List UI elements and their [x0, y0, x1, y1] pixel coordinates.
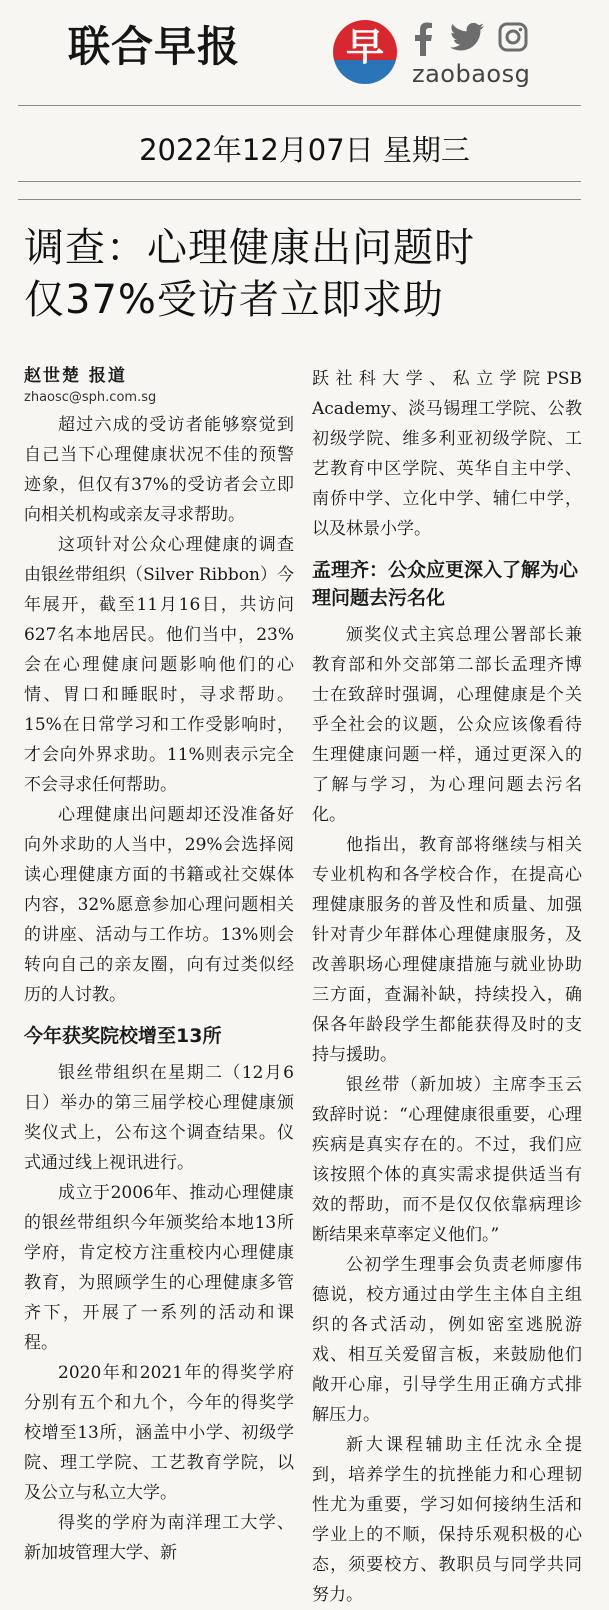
paragraph: 心理健康出问题却还没准备好向外求助的人当中，29%会选择阅读心理健康方面的书籍或社交媒体内容，32%愿意参加心理问题相关的讲座、活动与工作坊。13%则会转向自己的亲友圈，向有过类似经历的人讨教。	[24, 805, 294, 1005]
article-headline	[24, 222, 584, 326]
headline-line-2: 仅37%受访者立即求助	[24, 277, 444, 323]
paragraph: 这项针对公众心理健康的调查由银丝带组织（Silver Ribbon）今年展开，截至11月16日，共访问627名本地居民。他们当中，23%会在心理健康问题影响他们的心情、胃口和睡眠时，寻求帮助。15%在日常学习和工作受影响时，才会向外界求助。11%则表示完全不会寻求任何帮助。	[24, 535, 294, 795]
twitter-icon	[450, 22, 484, 52]
social-handle: zaobaosg	[412, 60, 531, 88]
article-column-right	[312, 364, 582, 1610]
social-icons	[412, 22, 532, 56]
masthead-logo-title: 联合早报	[68, 22, 241, 71]
date-divider	[18, 181, 581, 182]
paragraph: 得奖的学府为南洋理工大学、新加坡管理大学、新	[24, 1513, 294, 1563]
facebook-icon	[412, 22, 434, 56]
paragraph: 公初学生理事会负责老师廖伟德说，校方通过由学生主体自主组织的各式活动，例如密室逃脱游戏、相互关爱留言板，来鼓励他们敞开心扉，引导学生用正确方式排解压力。	[312, 1255, 582, 1425]
logo-glyph: 早	[345, 25, 384, 69]
paragraph-continuation: 跃社科大学、私立学院PSB Academy、淡马锡理工学院、公教初级学院、维多利亚初级学院、工艺教育中区学院、英华自主中学、南侨中学、立化中学、辅仁中学，以及林景小学。	[312, 369, 582, 539]
masthead	[0, 0, 609, 106]
subheading: 孟理齐：公众应更深入了解为心理问题去污名化	[312, 559, 579, 609]
paragraph: 新大课程辅助主任沈永全提到，培养学生的抗挫能力和心理韧性尤为重要，学习如何接纳生活和学业上的不顺，保持乐观积极的心态，须要校方、教职员与同学共同努力。	[312, 1435, 582, 1605]
paragraph: 2020年和2021年的得奖学府分别有五个和九个，今年的得奖学校增至13所，涵盖中小学、初级学院、理工学院、工艺教育学院，以及公立与私立大学。	[24, 1363, 294, 1503]
masthead-divider	[18, 105, 581, 106]
paragraph: 他指出，教育部将继续与相关专业机构和各学校合作，在提高心理健康服务的普及性和质量、加强针对青少年群体心理健康服务，及改善职场心理健康措施与就业协助三方面，查漏补缺，持续投入，确保各年龄段学生都能获得及时的支持与援助。	[312, 835, 582, 1065]
zaobao-logo-icon	[333, 20, 397, 84]
author-email: zhaosc@sph.com.sg	[24, 390, 157, 405]
date-line: 2022年12月07日 星期三	[139, 133, 470, 167]
paragraph: 成立于2006年、推动心理健康的银丝带组织今年颁奖给本地13所学府，肯定校方注重校内心理健康教育，为照顾学生的心理健康多管齐下，开展了一系列的活动和课程。	[24, 1183, 294, 1353]
paragraph: 颁奖仪式主宾总理公署部长兼教育部和外交部第二部长孟理齐博士在致辞时强调，心理健康是个关乎全社会的议题，公众应该像看待生理健康问题一样，通过更深入的了解与学习，为心理问题去污名化。	[312, 625, 582, 825]
headline-divider	[18, 199, 581, 200]
paragraph: 银丝带（新加坡）主席李玉云致辞时说：“心理健康很重要，心理疾病是真实存在的。不过，我们应该按照个体的真实需求提供适当有效的帮助，而不是仅仅依靠病理诊断结果来草率定义他们。”	[312, 1075, 582, 1245]
subheading: 今年获奖院校增至13所	[24, 1025, 222, 1047]
instagram-icon	[498, 22, 528, 52]
headline-line-1: 调查：心理健康出问题时	[24, 225, 475, 271]
paragraph: 银丝带组织在星期二（12月6日）举办的第三届学校心理健康颁奖仪式上，公布这个调查结果。仪式通过线上视讯进行。	[24, 1063, 294, 1173]
paragraph: 超过六成的受访者能够察觉到自己当下心理健康状况不佳的预警迹象，但仅有37%的受访者会立即向相关机构或亲友寻求帮助。	[24, 415, 294, 525]
byline: 赵世楚 报道	[24, 366, 127, 386]
article-column-left	[24, 364, 294, 1568]
